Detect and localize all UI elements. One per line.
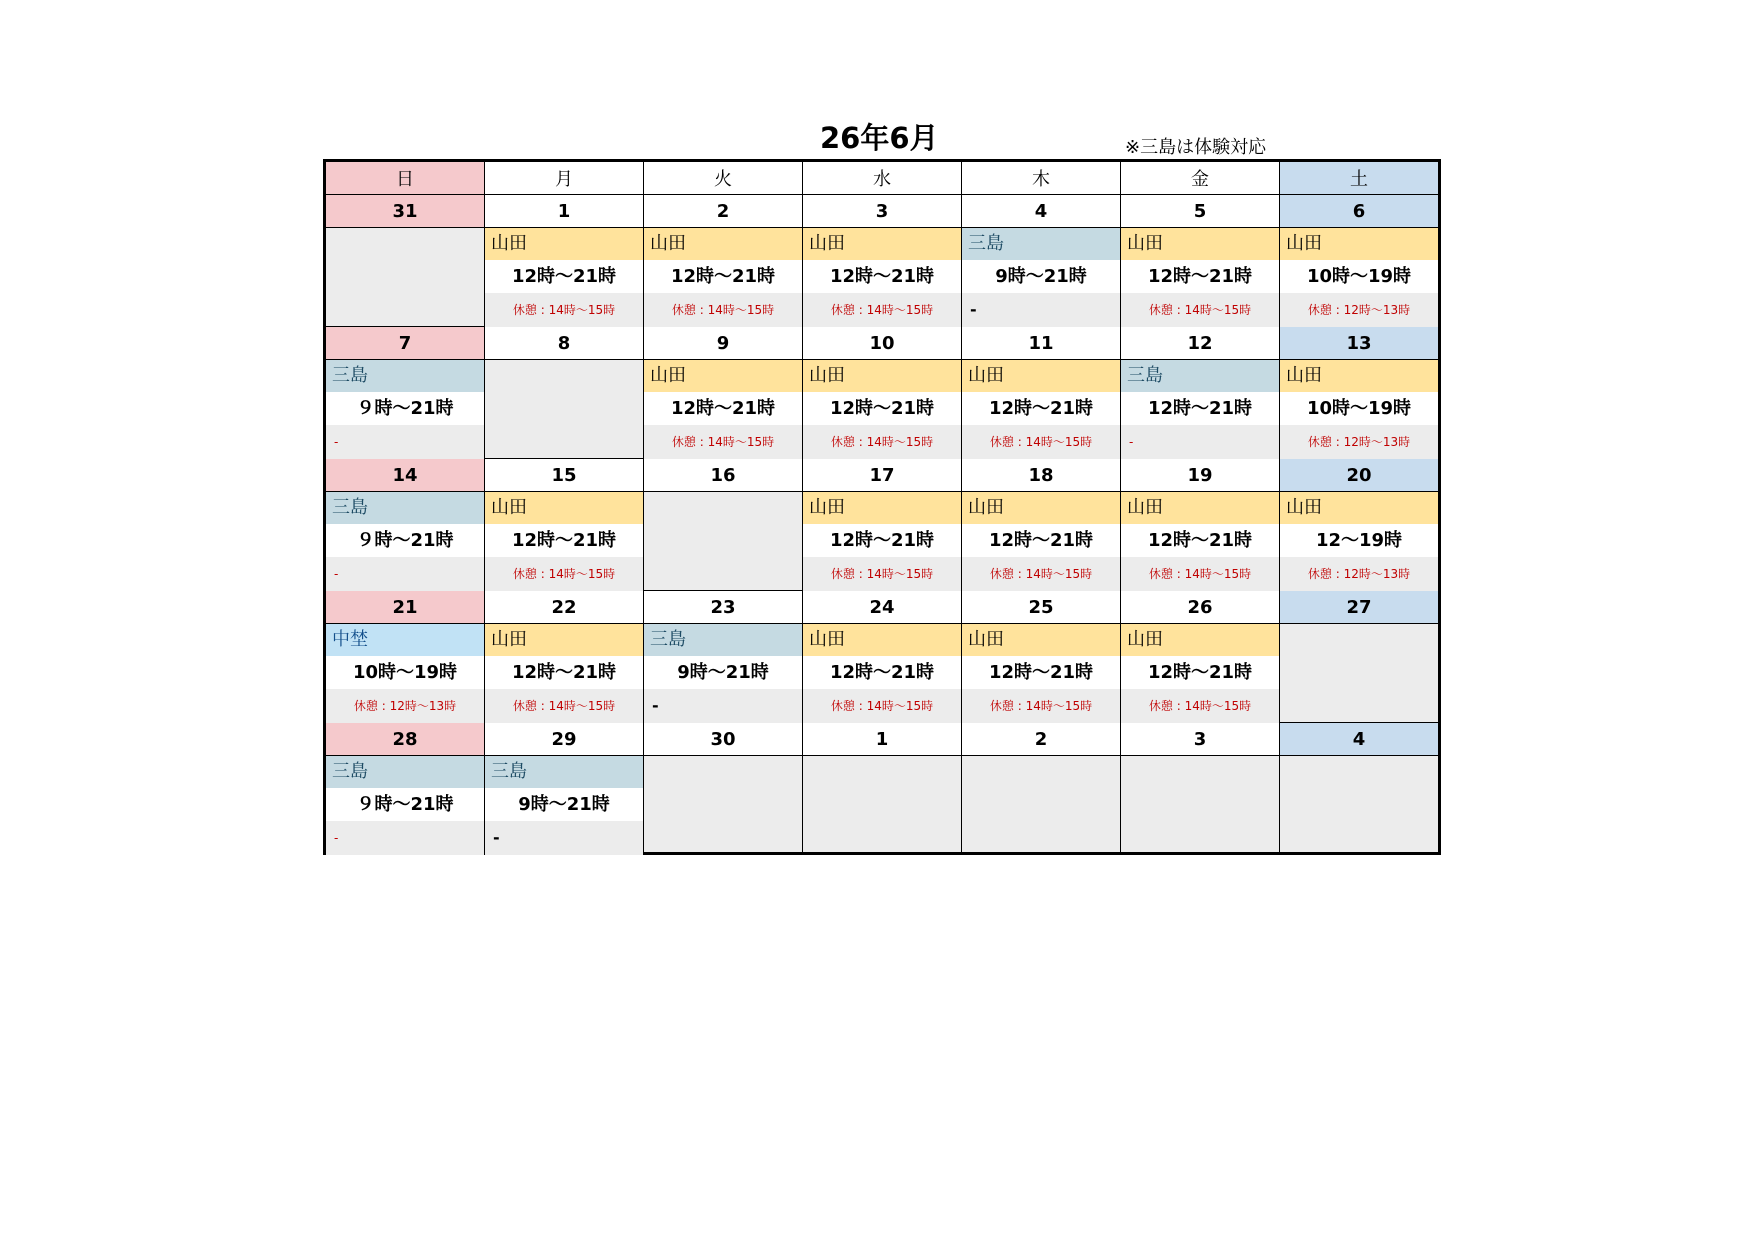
break-time: 休憩 : 14時～15時 — [644, 425, 802, 459]
date-cell: 1 — [803, 723, 962, 756]
schedule-cell — [1280, 624, 1438, 723]
break-time: 休憩 : 14時～15時 — [803, 293, 961, 327]
staff-name: 山田 — [1280, 492, 1438, 524]
break-time: - — [326, 425, 484, 459]
staff-name: 三島 — [644, 624, 802, 656]
work-hours: 12時～21時 — [1121, 392, 1279, 425]
staff-name: 山田 — [485, 492, 643, 524]
weekday-header: 火 — [644, 162, 803, 195]
date-cell: 16 — [644, 459, 803, 492]
staff-name: 山田 — [1121, 624, 1279, 656]
schedule-cell — [326, 228, 485, 327]
date-cell: 5 — [1121, 195, 1280, 228]
work-hours: 12時～21時 — [1121, 656, 1279, 689]
date-cell: 20 — [1280, 459, 1438, 492]
date-cell: 19 — [1121, 459, 1280, 492]
weekday-header: 日 — [326, 162, 485, 195]
date-cell: 12 — [1121, 327, 1280, 360]
schedule-cell — [326, 756, 485, 852]
date-cell: 27 — [1280, 591, 1438, 624]
staff-name: 山田 — [1121, 492, 1279, 524]
date-cell: 1 — [485, 195, 644, 228]
staff-name: 山田 — [803, 228, 961, 260]
break-time: 休憩 : 12時～13時 — [1280, 557, 1438, 591]
staff-name: 三島 — [326, 360, 484, 392]
schedule-cell — [485, 492, 644, 591]
date-cell: 15 — [485, 459, 644, 492]
work-hours: 12時～21時 — [962, 392, 1120, 425]
work-hours: 12時～21時 — [485, 524, 643, 557]
work-hours: 10時～19時 — [1280, 260, 1438, 293]
break-time: 休憩 : 12時～13時 — [1280, 425, 1438, 459]
date-cell: 24 — [803, 591, 962, 624]
calendar-grid — [323, 159, 1441, 855]
weekday-header: 水 — [803, 162, 962, 195]
schedule-cell — [962, 492, 1121, 591]
work-hours: 12時～21時 — [962, 656, 1120, 689]
work-hours: ９時～21時 — [326, 392, 484, 425]
staff-name: 山田 — [1280, 228, 1438, 260]
break-time: 休憩 : 14時～15時 — [962, 689, 1120, 723]
break-time: 休憩 : 14時～15時 — [1121, 557, 1279, 591]
staff-name: 山田 — [485, 624, 643, 656]
schedule-cell — [485, 360, 644, 459]
schedule-cell — [326, 624, 485, 723]
staff-name: 三島 — [326, 492, 484, 524]
date-cell: 25 — [962, 591, 1121, 624]
date-cell: 3 — [803, 195, 962, 228]
work-hours: 12時～21時 — [803, 392, 961, 425]
date-cell: 4 — [962, 195, 1121, 228]
date-cell: 18 — [962, 459, 1121, 492]
work-hours: 10時～19時 — [326, 656, 484, 689]
break-time: - — [326, 821, 484, 855]
staff-name: 三島 — [326, 756, 484, 788]
staff-name: 山田 — [962, 492, 1120, 524]
work-hours: 9時～21時 — [644, 656, 802, 689]
date-cell: 30 — [644, 723, 803, 756]
staff-name: 山田 — [803, 360, 961, 392]
work-hours: ９時～21時 — [326, 524, 484, 557]
calendar-note: ※三島は体験対応 — [1125, 137, 1267, 158]
work-hours: 12時～21時 — [962, 524, 1120, 557]
break-time: - — [485, 821, 643, 855]
break-time: 休憩 : 14時～15時 — [803, 689, 961, 723]
weekday-header: 土 — [1280, 162, 1438, 195]
schedule-cell — [644, 624, 803, 723]
staff-name: 中埜 — [326, 624, 484, 656]
schedule-cell — [962, 228, 1121, 327]
schedule-cell — [1121, 492, 1280, 591]
staff-name: 三島 — [1121, 360, 1279, 392]
schedule-cell — [644, 492, 803, 591]
work-hours: 12時～21時 — [644, 392, 802, 425]
work-hours: 12時～21時 — [803, 656, 961, 689]
break-time: - — [1121, 425, 1279, 459]
work-hours: 12～19時 — [1280, 524, 1438, 557]
break-time: 休憩 : 14時～15時 — [1121, 293, 1279, 327]
schedule-cell — [1280, 492, 1438, 591]
schedule-cell — [1280, 756, 1438, 852]
staff-name: 山田 — [1280, 360, 1438, 392]
break-time: - — [644, 689, 802, 723]
break-time: 休憩 : 14時～15時 — [485, 293, 643, 327]
work-hours: 12時～21時 — [485, 260, 643, 293]
work-hours: 12時～21時 — [1121, 260, 1279, 293]
date-cell: 10 — [803, 327, 962, 360]
staff-name: 山田 — [644, 360, 802, 392]
date-cell: 9 — [644, 327, 803, 360]
schedule-cell — [803, 228, 962, 327]
date-cell: 13 — [1280, 327, 1438, 360]
work-hours: 12時～21時 — [1121, 524, 1279, 557]
schedule-cell — [1121, 756, 1280, 852]
break-time: 休憩 : 14時～15時 — [803, 425, 961, 459]
break-time: 休憩 : 12時～13時 — [1280, 293, 1438, 327]
schedule-cell — [485, 756, 644, 852]
date-cell: 14 — [326, 459, 485, 492]
schedule-cell — [962, 624, 1121, 723]
staff-name: 山田 — [962, 624, 1120, 656]
staff-name: 山田 — [803, 492, 961, 524]
weekday-header: 木 — [962, 162, 1121, 195]
weekday-header: 金 — [1121, 162, 1280, 195]
break-time: 休憩 : 14時～15時 — [644, 293, 802, 327]
date-cell: 7 — [326, 327, 485, 360]
date-cell: 2 — [644, 195, 803, 228]
break-time: 休憩 : 14時～15時 — [962, 425, 1120, 459]
break-time: 休憩 : 14時～15時 — [962, 557, 1120, 591]
schedule-cell — [326, 360, 485, 459]
staff-name: 山田 — [644, 228, 802, 260]
date-cell: 6 — [1280, 195, 1438, 228]
schedule-cell — [962, 360, 1121, 459]
work-hours: ９時～21時 — [326, 788, 484, 821]
date-cell: 29 — [485, 723, 644, 756]
schedule-cell — [803, 360, 962, 459]
schedule-cell — [1121, 360, 1280, 459]
weekday-header: 月 — [485, 162, 644, 195]
schedule-cell — [803, 756, 962, 852]
schedule-cell — [803, 624, 962, 723]
schedule-cell — [644, 360, 803, 459]
date-cell: 2 — [962, 723, 1121, 756]
schedule-cell — [485, 228, 644, 327]
date-cell: 31 — [326, 195, 485, 228]
date-cell: 4 — [1280, 723, 1438, 756]
date-cell: 28 — [326, 723, 485, 756]
work-hours: 12時～21時 — [485, 656, 643, 689]
staff-name: 山田 — [803, 624, 961, 656]
work-hours: 12時～21時 — [803, 524, 961, 557]
staff-name: 山田 — [1121, 228, 1279, 260]
schedule-cell — [644, 756, 803, 852]
date-cell: 11 — [962, 327, 1121, 360]
break-time: 休憩 : 14時～15時 — [485, 689, 643, 723]
work-hours: 12時～21時 — [803, 260, 961, 293]
work-hours: 9時～21時 — [485, 788, 643, 821]
date-cell: 23 — [644, 591, 803, 624]
date-cell: 21 — [326, 591, 485, 624]
break-time: 休憩 : 14時～15時 — [1121, 689, 1279, 723]
schedule-cell — [1280, 228, 1438, 327]
date-cell: 8 — [485, 327, 644, 360]
staff-name: 山田 — [962, 360, 1120, 392]
schedule-cell — [803, 492, 962, 591]
schedule-cell — [326, 492, 485, 591]
date-cell: 22 — [485, 591, 644, 624]
schedule-cell — [1280, 360, 1438, 459]
schedule-cell — [962, 756, 1121, 852]
break-time: 休憩 : 14時～15時 — [485, 557, 643, 591]
break-time: - — [962, 293, 1120, 327]
schedule-cell — [644, 228, 803, 327]
work-hours: 12時～21時 — [644, 260, 802, 293]
work-hours: 9時～21時 — [962, 260, 1120, 293]
break-time: - — [326, 557, 484, 591]
work-hours: 10時～19時 — [1280, 392, 1438, 425]
date-cell: 17 — [803, 459, 962, 492]
date-cell: 3 — [1121, 723, 1280, 756]
staff-name: 三島 — [485, 756, 643, 788]
staff-name: 山田 — [485, 228, 643, 260]
break-time: 休憩 : 12時～13時 — [326, 689, 484, 723]
schedule-cell — [1121, 228, 1280, 327]
staff-name: 三島 — [962, 228, 1120, 260]
date-cell: 26 — [1121, 591, 1280, 624]
break-time: 休憩 : 14時～15時 — [803, 557, 961, 591]
schedule-cell — [485, 624, 644, 723]
calendar-title: 26年6月 — [820, 121, 939, 155]
schedule-cell — [1121, 624, 1280, 723]
